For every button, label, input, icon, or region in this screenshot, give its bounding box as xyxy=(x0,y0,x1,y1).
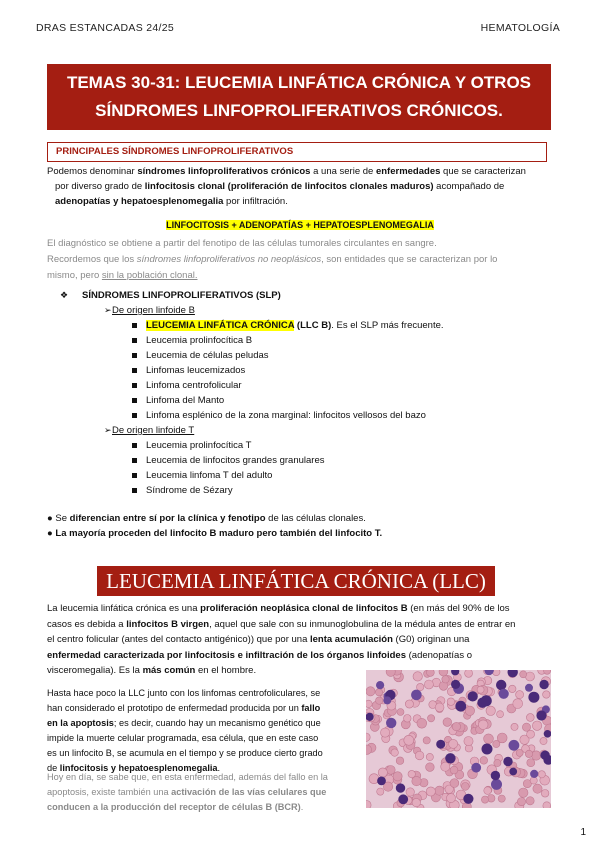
list-item xyxy=(60,438,560,453)
red-cell xyxy=(484,734,494,744)
red-cell xyxy=(465,706,474,715)
red-cell xyxy=(447,794,456,803)
list-item-label: Leucemia de linfocitos grandes granulares xyxy=(146,455,325,466)
square-bullet-icon xyxy=(132,458,137,463)
list-item-label: Linfoma esplénico de la zona marginal: linfocitos vellosos del bazo xyxy=(146,410,426,421)
list-item-label: Leucemia prolinfocítica B xyxy=(146,335,253,346)
square-bullet-icon xyxy=(132,353,137,358)
lymphocyte xyxy=(525,684,533,692)
red-cell xyxy=(426,753,433,760)
red-cell xyxy=(428,715,435,722)
list-item-label: Leucemia prolinfocítica T xyxy=(146,440,252,451)
lymphocyte xyxy=(455,701,466,712)
red-cell xyxy=(366,687,375,696)
red-cell xyxy=(412,776,421,785)
square-bullet-icon xyxy=(132,323,137,328)
square-bullet-icon xyxy=(132,383,137,388)
list-item-label: Linfomas leucemizados xyxy=(146,365,246,376)
title-line-1: TEMAS 30-31: LEUCEMIA LINFÁTICA CRÓNICA Y OTROS xyxy=(66,73,532,92)
red-cell xyxy=(525,750,532,757)
lymphocyte xyxy=(377,777,386,786)
red-cell xyxy=(397,709,404,716)
square-bullet-icon xyxy=(132,338,137,343)
lymphocyte xyxy=(482,744,493,755)
lymphocyte xyxy=(539,680,548,689)
lymphocyte xyxy=(468,691,478,701)
lymphocyte xyxy=(528,692,539,703)
doc-header-left: DRAS ESTANCADAS 24/25 xyxy=(36,22,174,34)
red-cell xyxy=(497,733,507,743)
red-cell xyxy=(530,777,537,784)
square-bullet-icon xyxy=(132,413,137,418)
red-cell xyxy=(450,766,458,774)
key-triad xyxy=(0,218,600,233)
lymphocyte xyxy=(530,770,538,778)
red-cell xyxy=(480,757,488,765)
red-cell xyxy=(375,689,382,696)
lymphocyte xyxy=(436,740,445,749)
red-cell xyxy=(532,721,541,730)
slp-title-row xyxy=(60,288,560,303)
page-number: 1 xyxy=(580,827,586,838)
title-line-2: SÍNDROMES LINFOPROLIFERATIVOS CRÓNICOS. xyxy=(95,101,503,120)
page-title xyxy=(47,64,551,130)
red-cell xyxy=(442,676,449,683)
notes: ● Se diferencian entre sí por la clínica y fenotipo de las células clonales. ● La mayoría proceden del linfocito B maduro pero también del linfocito T. xyxy=(47,513,383,539)
red-cell xyxy=(526,714,534,722)
lymphocyte xyxy=(503,757,512,766)
red-cell xyxy=(540,737,547,744)
red-cell xyxy=(541,790,549,798)
lymphocyte xyxy=(499,689,509,699)
red-cell xyxy=(417,718,427,728)
red-cell xyxy=(477,686,484,693)
red-cell xyxy=(449,739,458,748)
red-cell xyxy=(366,801,371,808)
red-cell xyxy=(404,715,412,723)
lymphocyte xyxy=(491,779,502,790)
list-item-label: Síndrome de Sézary xyxy=(146,485,233,496)
red-cell xyxy=(538,771,545,778)
lymphocyte xyxy=(411,690,422,701)
lymphocyte xyxy=(451,680,460,689)
lymphocyte xyxy=(398,794,408,804)
red-cell xyxy=(511,723,518,730)
list-item xyxy=(60,333,560,348)
list-item xyxy=(60,453,560,468)
dot-bullet-icon: ● xyxy=(47,528,53,539)
red-cell xyxy=(464,737,473,746)
red-cell xyxy=(497,711,504,718)
list-item xyxy=(60,348,560,363)
red-cell xyxy=(520,671,527,678)
red-cell xyxy=(377,788,384,795)
red-cell xyxy=(450,779,459,788)
red-cell xyxy=(519,788,528,797)
red-cell xyxy=(526,797,534,805)
list-item xyxy=(60,408,560,423)
red-cell xyxy=(396,757,404,765)
red-cell xyxy=(481,796,488,803)
blood-smear-image xyxy=(366,670,551,808)
red-cell xyxy=(381,728,390,737)
red-cell xyxy=(417,683,424,690)
red-cell xyxy=(366,700,372,707)
lymphocyte xyxy=(396,783,405,792)
red-cell xyxy=(435,786,444,795)
square-bullet-icon xyxy=(132,443,137,448)
red-cell xyxy=(498,795,505,802)
red-cell xyxy=(543,802,551,808)
key-triad-text: LINFOCITOSIS + ADENOPATÍAS + HEPATOESPLENOMEGALIA xyxy=(166,220,434,230)
bcr-paragraph: Hoy en día, se sabe que, en esta enfermedad, además del fallo en la apoptosis, existe también una activación de las vías celulares que conducen a la producción del receptor de células B (BCR). xyxy=(47,772,328,812)
red-cell xyxy=(465,670,473,677)
red-cell xyxy=(426,763,435,772)
red-cell xyxy=(543,691,550,698)
red-cell xyxy=(517,798,525,806)
red-cell xyxy=(405,700,413,708)
red-cell xyxy=(404,735,414,745)
red-cell xyxy=(544,670,551,674)
blood-smear-graphic xyxy=(366,670,551,808)
list-item-label: Linfoma centrofolicular xyxy=(146,380,242,391)
red-cell xyxy=(426,787,435,796)
red-cell xyxy=(484,787,492,795)
list-item xyxy=(60,468,560,483)
red-cell xyxy=(406,788,414,796)
list-item-label: Leucemia linfoma T del adulto xyxy=(146,470,273,481)
section-banner: LEUCEMIA LINFÁTICA CRÓNICA (LLC) xyxy=(97,566,495,596)
red-cell xyxy=(415,751,424,760)
lymphocyte xyxy=(496,680,506,690)
red-cell xyxy=(522,723,530,731)
list-item xyxy=(60,483,560,498)
list-item xyxy=(60,393,560,408)
red-cell xyxy=(461,783,469,791)
arrow-bullet-icon: ➢ xyxy=(104,425,112,435)
red-cell xyxy=(435,703,444,712)
red-cell xyxy=(516,691,524,699)
square-bullet-icon xyxy=(132,488,137,493)
slp-list xyxy=(60,288,560,498)
red-cell xyxy=(427,670,435,676)
dot-bullet-icon: ● xyxy=(47,513,53,524)
red-cell xyxy=(386,766,395,775)
red-cell xyxy=(439,670,448,676)
section-heading: PRINCIPALES SÍNDROMES LINFOPROLIFERATIVOS xyxy=(47,142,547,162)
red-cell xyxy=(393,772,402,781)
lymphocyte xyxy=(383,696,391,704)
red-cell xyxy=(532,751,541,760)
apoptosis-paragraph: Hasta hace poco la LLC junto con los linfomas centrofoliculares, se han considerado el prototipo de enfermedad producida por un fallo en la apoptosis; es decir, cuando hay un mecanismo genético que impide la muerte celular programada, esa célula, que en este caso es un linfocito B, se acumula en el tiempo y se produce cierto grado de linfocitosis y hepatoesplenomegalia. xyxy=(47,688,323,773)
lymphocyte xyxy=(509,768,517,776)
lymphocyte xyxy=(536,710,546,720)
red-cell xyxy=(376,697,383,704)
red-cell xyxy=(441,762,450,771)
red-cell xyxy=(516,749,523,756)
red-cell xyxy=(452,722,460,730)
red-cell xyxy=(378,768,387,777)
list-item-label: Linfoma del Manto xyxy=(146,395,225,406)
llc-definition: La leucemia linfática crónica es una proliferación neoplásica clonal de linfocitos B (en más del 90% de los casos es debida a linfocitos B virgen, aquel que sale con su inmunoglobulina de la médula antes de entrar en el centro folicular (antes del contacto antigénico)) que por una lenta acumulación (G0) originan una enfermedad caracterizada por linfocitosis e infiltración de los órganos linfoides (adenopatías o visceromegalia). Es la más común en el hombre. xyxy=(47,603,516,676)
list-item-label: Leucemia de células peludas xyxy=(146,350,269,361)
group-t-heading: ➢ De origen linfoide T xyxy=(104,425,195,436)
lymphocyte xyxy=(481,695,492,706)
red-cell xyxy=(391,749,398,756)
lymphocyte xyxy=(463,794,473,804)
list-item: LEUCEMIA LINFÁTICA CRÓNICA (LLC B). Es el SLP más frecuente. xyxy=(60,318,560,333)
square-bullet-icon xyxy=(132,473,137,478)
square-bullet-icon xyxy=(132,368,137,373)
group-b-heading: ➢ De origen linfoide B xyxy=(104,305,195,316)
red-cell xyxy=(533,784,542,793)
doc-header-right: HEMATOLOGÍA xyxy=(480,22,560,34)
lymphocyte xyxy=(386,718,396,728)
red-cell xyxy=(423,737,430,744)
lymphocyte xyxy=(376,681,384,689)
red-cell xyxy=(447,698,455,706)
red-cell xyxy=(513,699,523,709)
square-bullet-icon xyxy=(132,398,137,403)
lymphocyte xyxy=(471,763,481,773)
diagnosis-note: El diagnóstico se obtiene a partir del fenotipo de las células tumorales circulantes en sangre. Recordemos que los síndromes linfoproliferativos no neoplásicos, son entidades que se caracterizan por lo mismo, pero sin la población clonal. xyxy=(47,238,498,281)
list-item xyxy=(60,378,560,393)
intro-paragraph: Podemos denominar síndromes linfoproliferativos crónicos a una serie de enfermedades que se caracterizan por diverso grado de linfocitosis clonal (proliferación de linfocitos clonales maduros) acompañado de adenopatías y hepatoesplenomegalia por infiltración. xyxy=(47,166,526,207)
red-cell xyxy=(386,670,395,676)
red-cell xyxy=(366,733,370,741)
red-cell xyxy=(412,798,420,806)
lymphocyte xyxy=(544,730,551,738)
red-cell xyxy=(527,759,535,767)
red-cell xyxy=(486,706,495,715)
red-cell xyxy=(478,720,488,730)
lymphocyte xyxy=(491,771,500,780)
list-item xyxy=(60,363,560,378)
red-cell xyxy=(527,730,535,738)
red-cell xyxy=(424,680,433,689)
red-cell xyxy=(509,685,516,692)
lymphocyte xyxy=(445,753,455,763)
diamond-bullet-icon: ❖ xyxy=(60,290,69,300)
slp-title: SÍNDROMES LINFOPROLIFERATIVOS (SLP) xyxy=(82,290,281,301)
arrow-bullet-icon: ➢ xyxy=(104,305,112,315)
red-cell xyxy=(443,718,452,727)
red-cell xyxy=(413,672,422,681)
lymphocyte xyxy=(509,740,520,751)
